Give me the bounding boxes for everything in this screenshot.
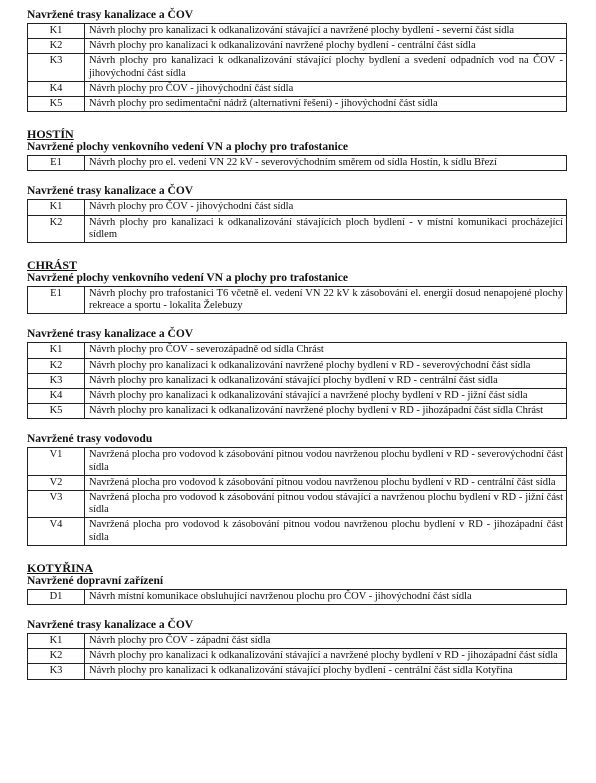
- item-code: K1: [28, 634, 85, 649]
- item-description: Návrh plochy pro ČOV - jihovýchodní část sídla: [85, 200, 567, 215]
- item-description: Návrh plochy pro ČOV - severozápadně od sídla Chrást: [85, 343, 567, 358]
- item-code: K3: [28, 373, 85, 388]
- table-row: [28, 448, 567, 475]
- table-row: [28, 404, 567, 419]
- block-spacer: [27, 314, 567, 328]
- item-code: K2: [28, 358, 85, 373]
- block-spacer: [27, 171, 567, 185]
- items-table: [27, 342, 567, 419]
- table-row: [28, 215, 567, 242]
- table-row: [28, 664, 567, 679]
- table-row: [28, 649, 567, 664]
- item-description: Návrh plochy pro kanalizaci k odkanalizování stávající a navržené plochy bydlení - severní část sídla: [85, 24, 567, 39]
- item-description: Návrh místní komunikace obsluhující navrženou plochu pro ČOV - jihovýchodní část sídla: [85, 589, 567, 604]
- item-code: V3: [28, 491, 85, 518]
- table-row: [28, 475, 567, 490]
- table-row: [28, 54, 567, 81]
- table-row: [28, 518, 567, 545]
- item-code: K5: [28, 404, 85, 419]
- item-description: Návrh plochy pro kanalizaci k odkanalizování stávající plochy bydlení - centrální část sídla Kotyřina: [85, 664, 567, 679]
- item-code: K1: [28, 343, 85, 358]
- items-table: [27, 286, 567, 314]
- table-row: [28, 200, 567, 215]
- place-heading: CHRÁST: [27, 258, 78, 273]
- table-row: [28, 634, 567, 649]
- item-description: Navržená plocha pro vodovod k zásobování pitnou vodou navrženou plochu bydlení v RD - jihozápadní část sídla: [85, 518, 567, 545]
- table-heading: Navržené trasy kanalizace a ČOV: [27, 328, 194, 341]
- document-section: [27, 243, 567, 546]
- document-section: [27, 112, 567, 243]
- table-row: [28, 156, 567, 171]
- table-heading: Navržené trasy vodovodu: [27, 433, 153, 446]
- block-spacer: [27, 419, 567, 433]
- section-spacer: [27, 546, 567, 561]
- item-description: Návrh plochy pro kanalizaci k odkanalizování navržené plochy bydlení v RD - severovýchodní část sídla: [85, 358, 567, 373]
- section-spacer: [27, 243, 567, 258]
- place-heading: HOSTÍN: [27, 127, 74, 142]
- item-description: Návrh plochy pro kanalizaci k odkanalizování stávajících ploch bydlení - v místní komunikaci procházející sídlem: [85, 215, 567, 242]
- block-spacer: [27, 605, 567, 619]
- table-row: [28, 389, 567, 404]
- place-heading: KOTYŘINA: [27, 560, 94, 575]
- item-code: E1: [28, 287, 85, 314]
- item-code: V2: [28, 475, 85, 490]
- table-heading: Navržené trasy kanalizace a ČOV: [27, 9, 194, 21]
- item-code: K1: [28, 200, 85, 215]
- document-section: [27, 546, 567, 680]
- items-table: [27, 447, 567, 545]
- item-code: V1: [28, 448, 85, 475]
- item-description: Navržená plocha pro vodovod k zásobování pitnou vodou navrženou plochu bydlení v RD - severovýchodní část sídla: [85, 448, 567, 475]
- section-spacer: [27, 112, 567, 127]
- items-table: [27, 155, 567, 171]
- table-row: [28, 589, 567, 604]
- item-code: K3: [28, 54, 85, 81]
- item-code: K5: [28, 97, 85, 112]
- item-code: K4: [28, 81, 85, 96]
- table-row: [28, 287, 567, 314]
- items-table: [27, 23, 567, 112]
- table-row: [28, 343, 567, 358]
- item-code: K2: [28, 649, 85, 664]
- item-code: V4: [28, 518, 85, 545]
- items-table: [27, 633, 567, 680]
- item-code: K2: [28, 215, 85, 242]
- item-code: K2: [28, 39, 85, 54]
- item-code: K4: [28, 389, 85, 404]
- items-table: [27, 199, 567, 243]
- item-description: Návrh plochy pro kanalizaci k odkanalizování stávající plochy bydlení v RD - centrální část sídla: [85, 373, 567, 388]
- item-description: Návrh plochy pro kanalizaci k odkanalizování navržené plochy bydlení - centrální část sídla: [85, 39, 567, 54]
- item-description: Návrh plochy pro kanalizaci k odkanalizování stávající a navržené plochy bydlení v RD - jižní část sídla: [85, 389, 567, 404]
- table-row: [28, 39, 567, 54]
- table-heading: Navržené plochy venkovního vedení VN a plochy pro trafostanice: [27, 141, 348, 154]
- table-row: [28, 491, 567, 518]
- table-row: [28, 358, 567, 373]
- items-table: [27, 589, 567, 605]
- table-heading: Navržené trasy kanalizace a ČOV: [27, 185, 194, 198]
- item-description: Návrh plochy pro sedimentační nádrž (alternativní řešení) - jihovýchodní část sídla: [85, 97, 567, 112]
- table-row: [28, 81, 567, 96]
- item-code: D1: [28, 589, 85, 604]
- item-code: K1: [28, 24, 85, 39]
- item-description: Návrh plochy pro kanalizaci k odkanalizování navržené plochy bydlení v RD - jihozápadní část sídla Chrást: [85, 404, 567, 419]
- table-row: [28, 97, 567, 112]
- table-heading: Navržené trasy kanalizace a ČOV: [27, 619, 194, 632]
- item-description: Navržená plocha pro vodovod k zásobování pitnou vodou stávající a navrženou plochu bydlení v RD - jižní část sídla: [85, 491, 567, 518]
- item-description: Navržená plocha pro vodovod k zásobování pitnou vodou navrženou plochu bydlení v RD - centrální část sídla: [85, 475, 567, 490]
- item-description: Návrh plochy pro el. vedení VN 22 kV - severovýchodním směrem od sídla Hostín, k sídlu Březí: [85, 156, 567, 171]
- item-code: K3: [28, 664, 85, 679]
- document-page: [27, 9, 567, 680]
- item-description: Návrh plochy pro ČOV - západní část sídla: [85, 634, 567, 649]
- item-description: Návrh plochy pro ČOV - jihovýchodní část sídla: [85, 81, 567, 96]
- item-description: Návrh plochy pro kanalizaci k odkanalizování stávající a navržené plochy bydlení v RD - jihozápadní část sídla: [85, 649, 567, 664]
- item-code: E1: [28, 156, 85, 171]
- document-section: [27, 9, 567, 112]
- item-description: Návrh plochy pro trafostanici T6 včetně el. vedení VN 22 kV k zásobování el. energií dosud nenapojené plochy rekreace a sportu - lokalita Želebuzy: [85, 287, 567, 314]
- table-heading: Navržené plochy venkovního vedení VN a plochy pro trafostanice: [27, 272, 348, 285]
- table-row: [28, 373, 567, 388]
- item-description: Návrh plochy pro kanalizaci k odkanalizování stávající plochy bydlení a svedení odpadních vod na ČOV - jihovýchodní část sídla: [85, 54, 567, 81]
- table-heading: Navržené dopravní zařízení: [27, 574, 164, 587]
- table-row: [28, 24, 567, 39]
